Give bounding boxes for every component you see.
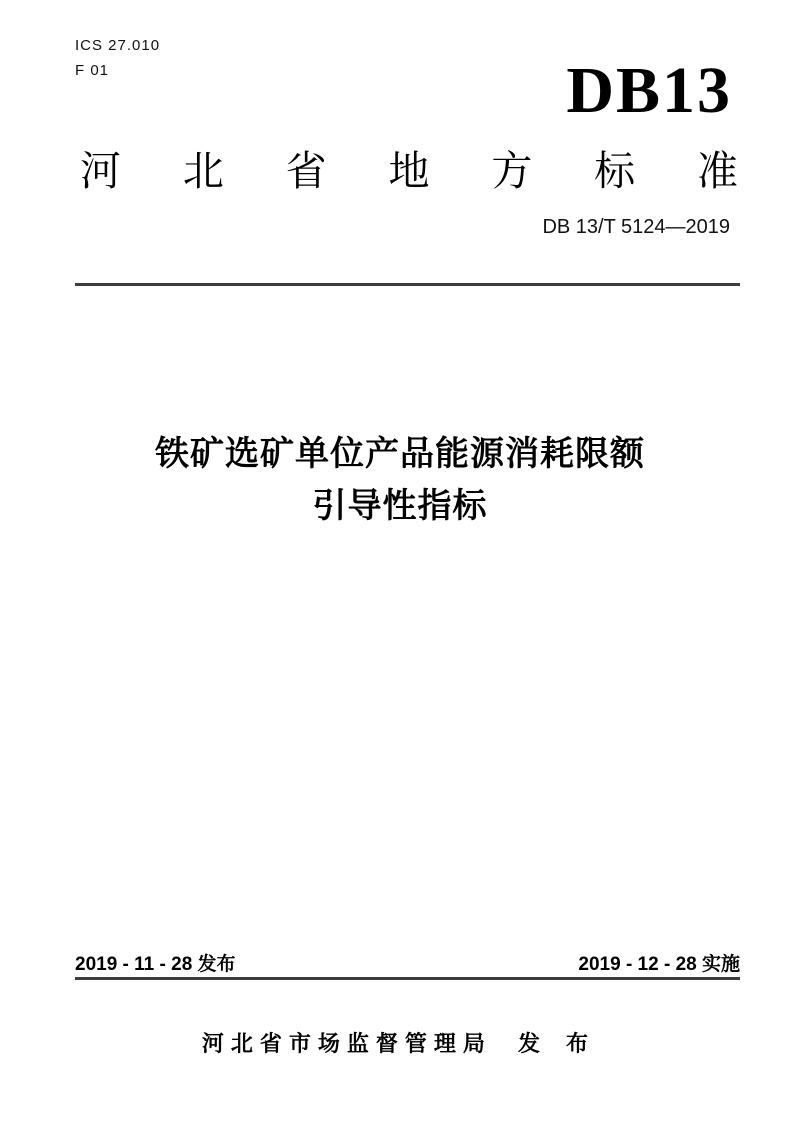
- db13-logo: DB13: [566, 54, 732, 127]
- standard-number: DB 13/T 5124—2019: [542, 216, 730, 238]
- standard-name-char: 地: [388, 148, 430, 194]
- classification-code: F 01: [75, 62, 110, 79]
- standard-name-char: 河: [80, 148, 121, 194]
- ics-block: [75, 33, 160, 83]
- document-title-line2: 引导性指标: [312, 487, 488, 525]
- publisher-name: 河北省市场监督管理局: [201, 1031, 492, 1056]
- standard-name-char: 北: [182, 148, 224, 194]
- dates-row: [75, 949, 740, 976]
- ics-code: ICS 27.010: [75, 37, 161, 54]
- standard-name-char: 标: [594, 148, 636, 194]
- publish-label: 发 布: [517, 1031, 599, 1056]
- implement-date: 2019 - 12 - 28 实施: [578, 954, 740, 975]
- standard-name-row: [80, 147, 738, 195]
- document-title-line1: 铁矿选矿单位产品能源消耗限额: [155, 435, 645, 473]
- header-rule: [75, 283, 740, 286]
- footer-rule: [75, 977, 740, 980]
- issue-date: 2019 - 11 - 28 发布: [75, 954, 236, 975]
- standard-name-char: 准: [696, 148, 738, 194]
- standard-name-char: 方: [491, 148, 533, 194]
- document-title: [0, 428, 800, 532]
- publisher-row: [0, 1027, 800, 1058]
- standard-name-char: 省: [285, 148, 327, 194]
